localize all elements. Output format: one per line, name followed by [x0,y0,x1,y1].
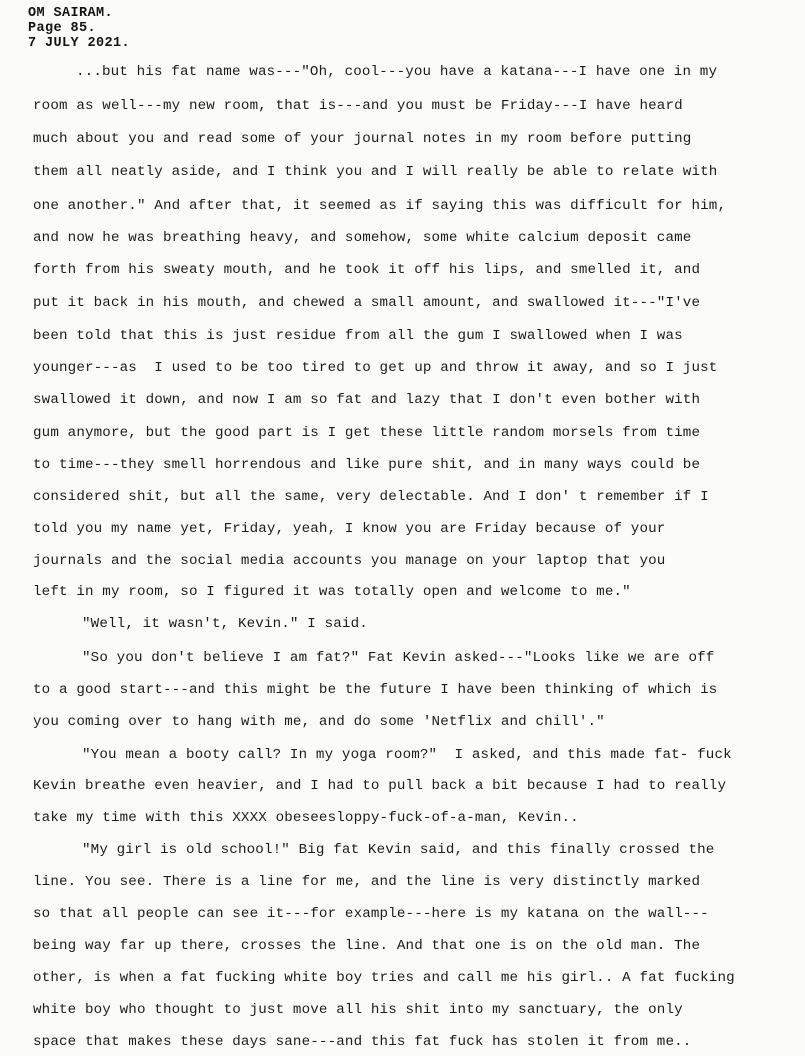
text-line: and now he was breathing heavy, and somehow, some white calcium deposit came [33,230,692,246]
text-line: being way far up there, crosses the line. And that one is on the old man. The [33,938,701,954]
text-line: to time---they smell horrendous and like pure shit, and in many ways could be [33,457,701,473]
text-line: "My girl is old school!" Big fat Kevin said, and this finally crossed the [82,842,715,858]
text-line: white boy who thought to just move all his shit into my sanctuary, the only [33,1002,683,1018]
text-line: line. You see. There is a line for me, and the line is very distinctly marked [33,874,701,890]
text-line: take my time with this XXXX obeseesloppy-fuck-of-a-man, Kevin.. [33,810,579,826]
text-line: so that all people can see it---for example---here is my katana on the wall--- [33,906,709,922]
date-line: 7 JULY 2021. [28,36,131,51]
text-line: left in my room, so I figured it was totally open and welcome to me." [33,584,631,600]
text-line: put it back in his mouth, and chewed a small amount, and swallowed it---"I've [33,295,701,311]
text-line: much about you and read some of your journal notes in my room before putting [33,131,692,147]
text-line: forth from his sweaty mouth, and he took it off his lips, and smelled it, and [33,262,701,278]
text-line: swallowed it down, and now I am so fat and lazy that I don't even bother with [33,392,701,408]
text-line: been told that this is just residue from all the gum I swallowed when I was [33,328,683,344]
text-line: told you my name yet, Friday, yeah, I know you are Friday because of your [33,521,666,537]
text-line: journals and the social media accounts you manage on your laptop that you [33,553,666,569]
text-line: younger---as I used to be too tired to get up and throw it away, and so I just [33,360,718,376]
text-line: you coming over to hang with me, and do some 'Netflix and chill'." [33,714,605,730]
text-line: "Well, it wasn't, Kevin." I said. [82,616,368,632]
text-line: gum anymore, but the good part is I get these little random morsels from time [33,425,701,441]
text-line: them all neatly aside, and I think you and I will really be able to relate with [33,164,718,180]
text-line: considered shit, but all the same, very delectable. And I don' t remember if I [33,489,709,505]
text-line: ...but his fat name was---"Oh, cool---you have a katana---I have one in my [76,64,718,80]
text-line: other, is when a fat fucking white boy tries and call me his girl.. A fat fucking [33,970,735,986]
text-line: room as well---my new room, that is---and you must be Friday---I have heard [33,98,683,114]
text-line: "So you don't believe I am fat?" Fat Kevin asked---"Looks like we are off [82,650,715,666]
text-line: Kevin breathe even heavier, and I had to pull back a bit because I had to really [33,778,727,794]
text-line: to a good start---and this might be the future I have been thinking of which is [33,682,718,698]
text-line: space that makes these days sane---and this fat fuck has stolen it from me.. [33,1034,692,1050]
text-line: one another." And after that, it seemed as if saying this was difficult for him, [33,198,727,214]
text-line: "You mean a booty call? In my yoga room?" I asked, and this made fat- fuck [82,747,732,763]
author-line: OM SAIRAM. [28,6,114,21]
page-number: Page 85. [28,21,97,36]
page-header [28,6,130,51]
